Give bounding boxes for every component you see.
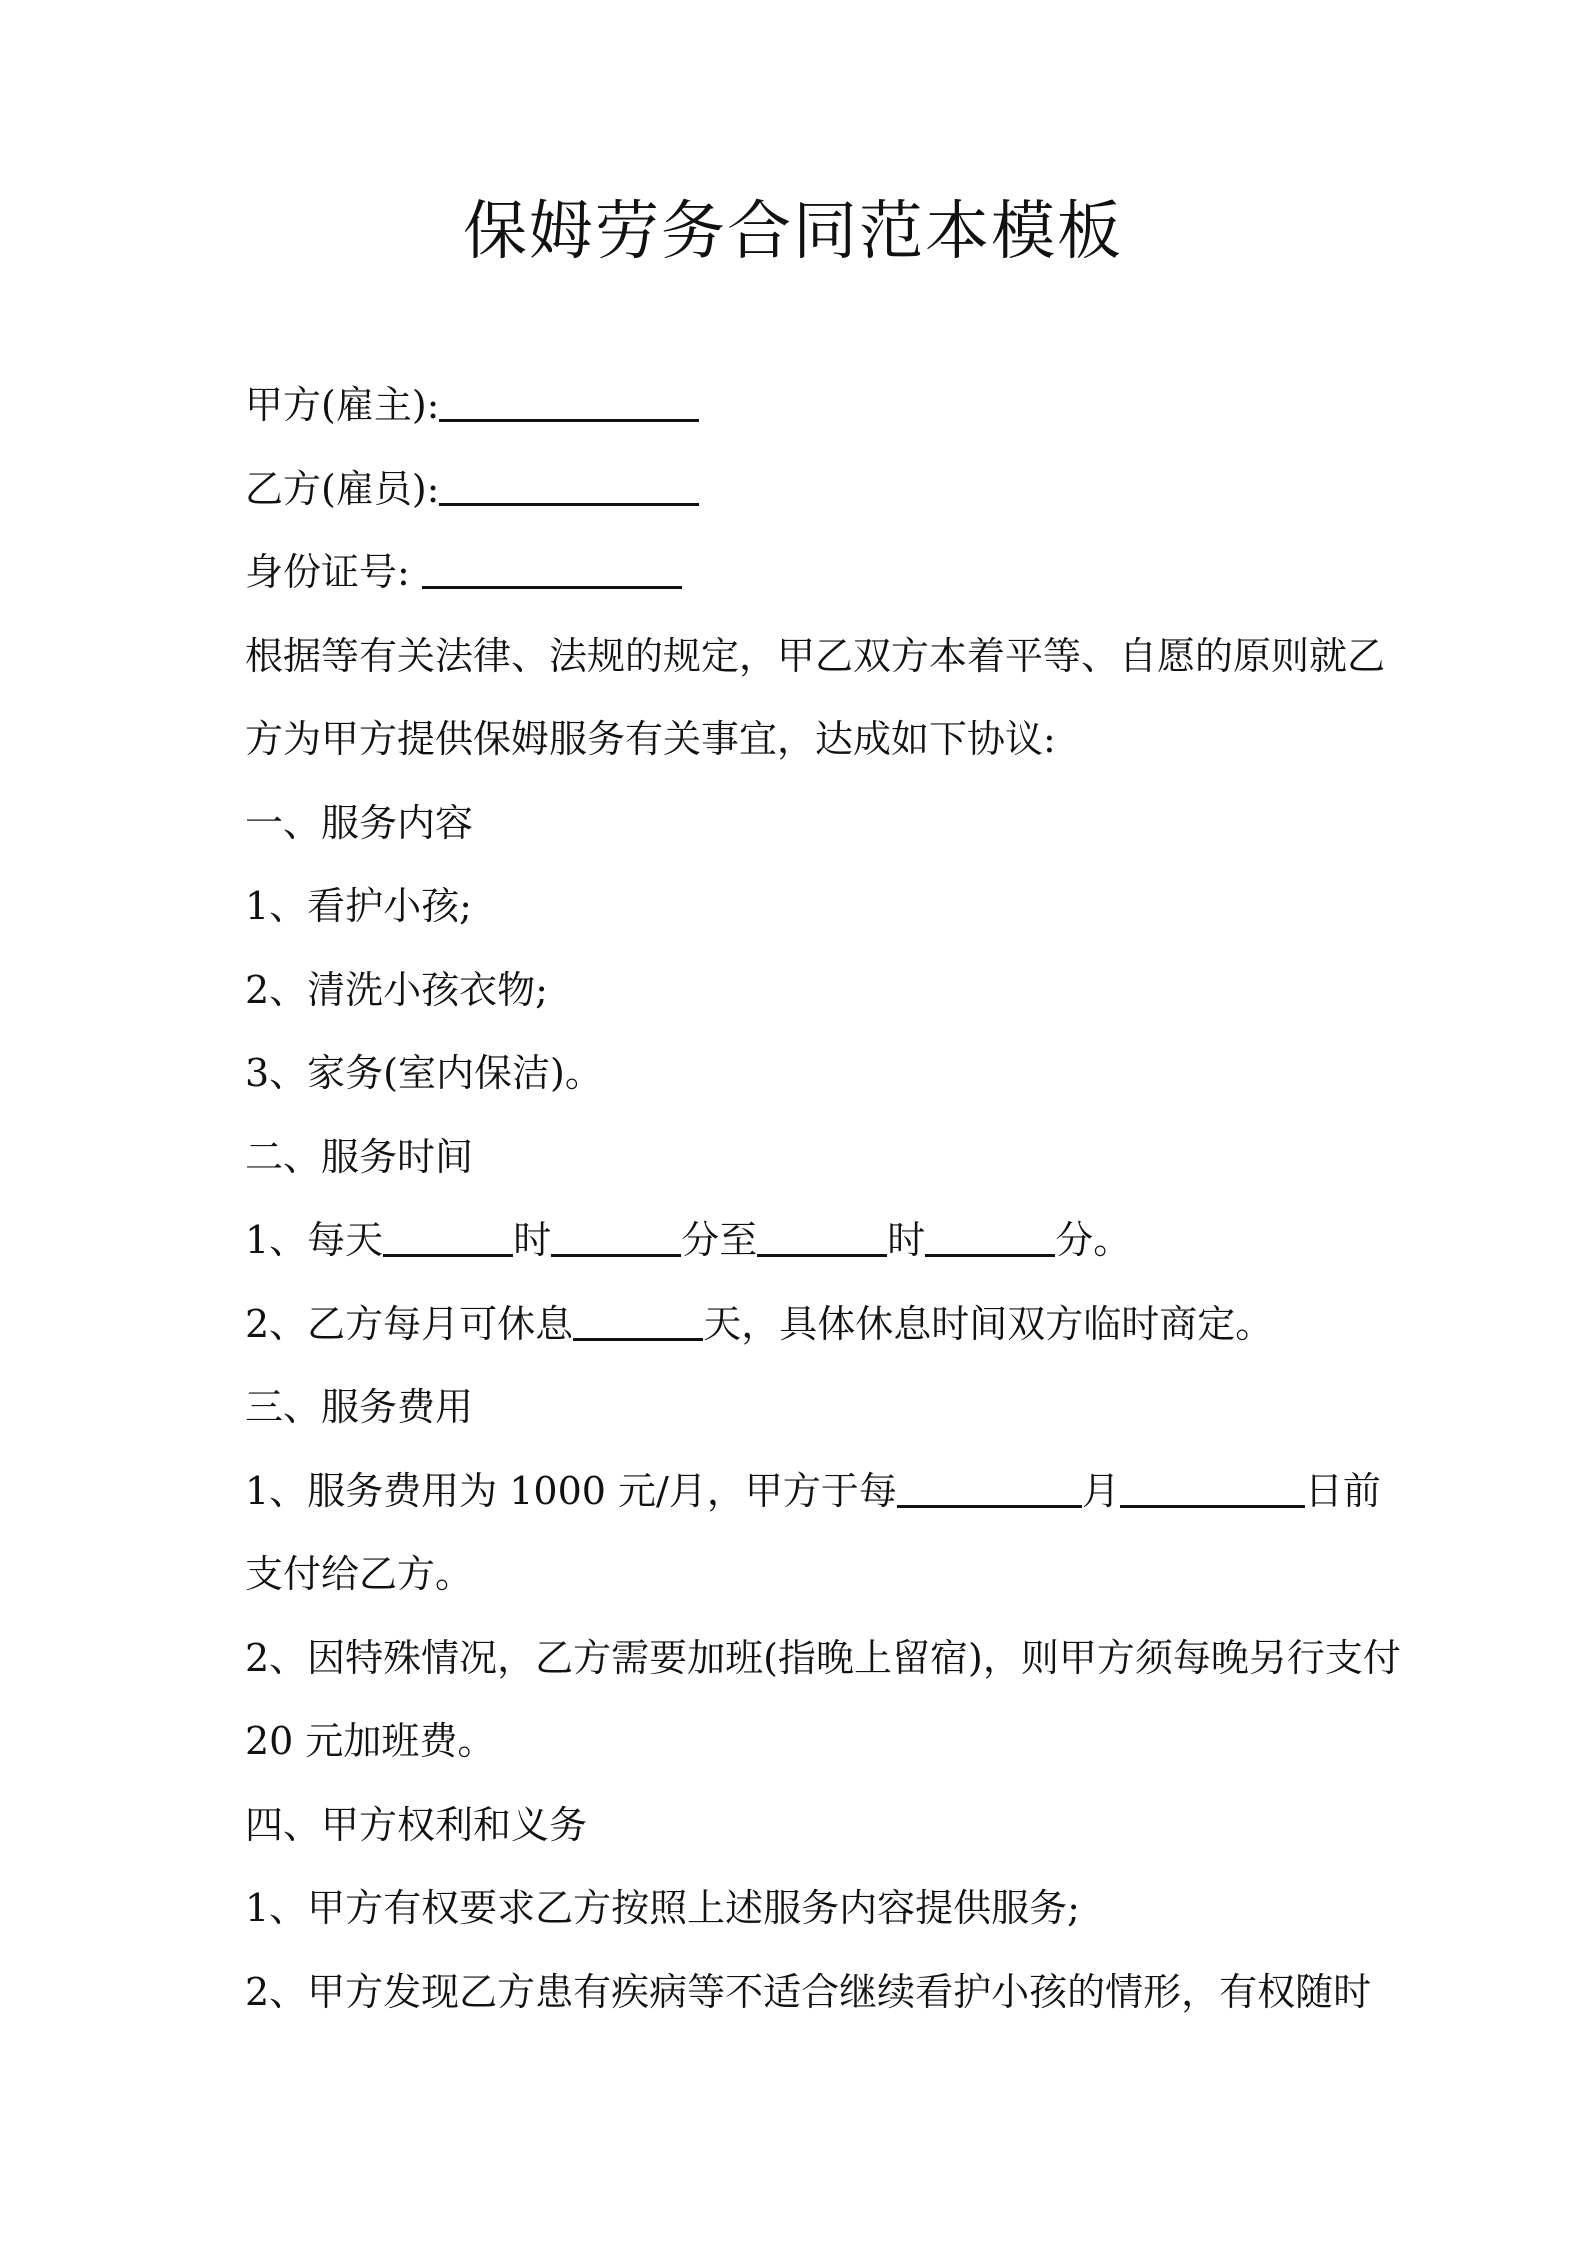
s3-item-2-line-2: 20 元加班费。: [245, 1719, 496, 1763]
s3-item-1-line-2: 支付给乙方。: [245, 1552, 474, 1596]
id-number-line: [245, 531, 1355, 615]
s3-item-1: [245, 1450, 1381, 1534]
section-3-title: 三、服务费用: [245, 1385, 474, 1429]
section-1-title: 一、服务内容: [245, 800, 474, 845]
intro-line-2: 方为甲方提供保姆服务有关事宜，达成如下协议:: [245, 717, 1056, 761]
s1-item-3: 3、家务(室内保洁)。: [245, 1051, 603, 1095]
payment-month-blank: [897, 1467, 1082, 1508]
hour-label-1: 时: [513, 1218, 552, 1262]
minute-label-2: 分。: [1055, 1218, 1132, 1262]
start-minute-blank: [551, 1216, 681, 1257]
minute-label-1: 分至: [681, 1218, 758, 1262]
end-minute-blank: [925, 1216, 1055, 1257]
intro-line-1: 根据等有关法律、法规的规定，甲乙双方本着平等、自愿的原则就乙: [245, 633, 1386, 678]
s1-item-1: 1、看护小孩;: [245, 884, 472, 928]
month-label: 月: [1081, 1468, 1120, 1513]
section-4-title: 四、甲方权利和义务: [245, 1802, 588, 1847]
document-title: 保姆劳务合同范本模板: [463, 195, 1123, 269]
hour-label-2: 时: [887, 1218, 926, 1262]
s2-item-2-prefix: 2、乙方每月可休息: [245, 1301, 574, 1346]
s2-item-1-prefix: 1、每天: [245, 1218, 384, 1262]
s4-item-1: 1、甲方有权要求乙方按照上述服务内容提供服务;: [245, 1886, 1080, 1930]
party-b-blank: [439, 465, 699, 506]
s1-item-2: 2、清洗小孩衣物;: [245, 967, 548, 1012]
s2-item-1: [245, 1199, 1355, 1283]
s3-item-2-line-1: 2、因特殊情况，乙方需要加班(指晚上留宿)，则甲方须每晚另行支付: [245, 1635, 1401, 1680]
day-label: 日前: [1304, 1468, 1381, 1513]
start-hour-blank: [383, 1216, 513, 1257]
id-number-label: 身份证号:: [245, 550, 410, 594]
section-2-title: 二、服务时间: [245, 1134, 474, 1179]
rest-days-blank: [573, 1300, 703, 1341]
end-hour-blank: [757, 1216, 887, 1257]
s2-item-2-suffix: 天，具体休息时间双方临时商定。: [703, 1301, 1274, 1346]
s3-item-1-prefix: 1、服务费用为 1000 元/月，甲方于每: [245, 1468, 897, 1513]
party-a-blank: [439, 381, 699, 422]
party-a-label: 甲方(雇主):: [245, 383, 440, 427]
party-a-line: [245, 364, 1355, 448]
document-body: [245, 364, 1401, 2034]
payment-day-blank: [1120, 1467, 1305, 1508]
party-b-label: 乙方(雇员):: [245, 466, 440, 511]
s4-item-2: 2、甲方发现乙方患有疾病等不适合继续看护小孩的情形，有权随时: [245, 1969, 1372, 2014]
id-number-blank: [422, 548, 682, 589]
s2-item-2: [245, 1283, 1355, 1367]
party-b-line: [245, 448, 1355, 532]
